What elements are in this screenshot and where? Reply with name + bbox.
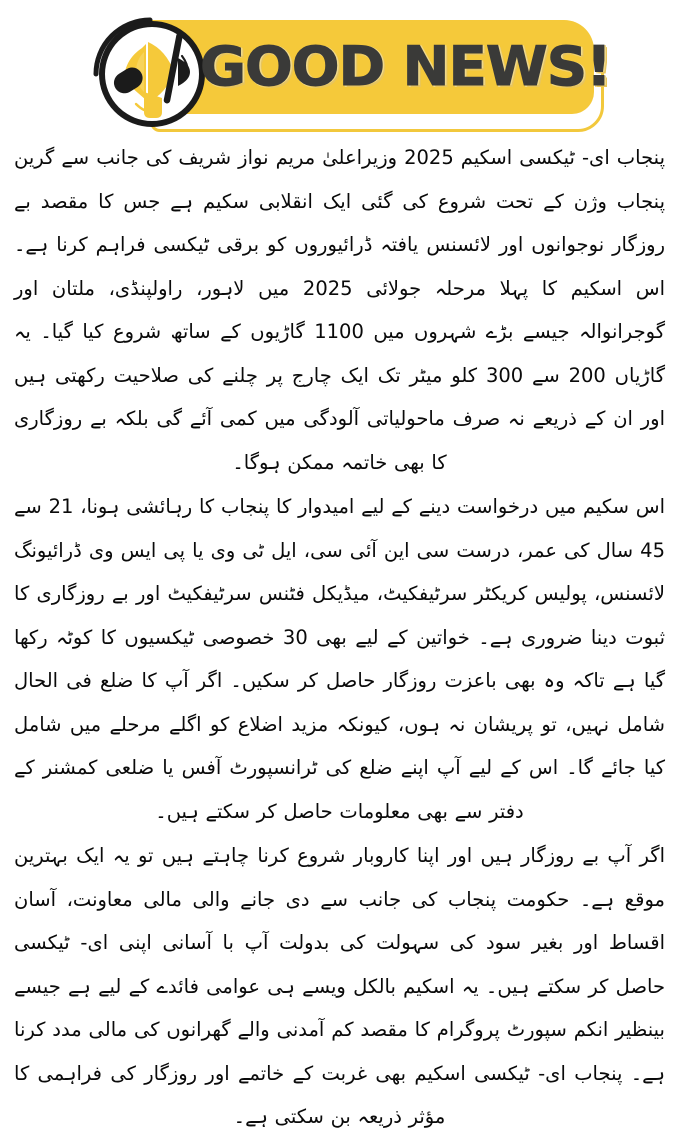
paragraph: اگر آپ بے روزگار ہیں اور اپنا کاروبار شروع کرنا چاہتے ہیں تو یہ ایک بہترین موقع ہے۔ حکومت پنجاب کی جانب سے دی جانے والی مالی معاونت، آسان اقساط اور بغیر سود کی سہولت کی بدولت آپ با آسانی اپنی ای- ٹیکسی حاصل کر سکتے ہیں۔ یہ اسکیم بالکل ویسے ہی عوامی فائدے کے لیے ہے جیسے بینظیر انکم سپورٹ پروگرام کا مقصد کم آمدنی والے گھرانوں کی مالی مدد کرنا ہے۔ پنجاب ای- ٹیکسی اسکیم بھی غربت کے خاتمے اور روزگار کی فراہمی کا مؤثر ذریعہ بن سکتی ہے۔ [14,844,665,1128]
paragraph: پنجاب ای- ٹیکسی اسکیم 2025 وزیراعلیٰ مریم نواز شریف کی جانب سے گرین پنجاب وژن کے تحت شروع کی گئی ایک انقلابی سکیم ہے جس کا مقصد بے روزگار نوجوانوں اور لائسنس یافتہ ڈرائیوروں کو برقی ٹیکسی فراہم کرنا ہے۔ اس اسکیم کا پہلا مرحلہ جولائی 2025 میں لاہور، راولپنڈی، ملتان اور گوجرانوالہ جیسے بڑے شہروں میں 1100 گاڑیوں کے ساتھ شروع کیا گیا۔ یہ گاڑیاں 200 سے 300 کلو میٹر تک ایک چارج پر چلنے کی صلاحیت رکھتی ہیں اور ان کے ذریعے نہ صرف ماحولیاتی آلودگی میں کمی آئے گی بلکہ بے روزگاری کا بھی خاتمہ ممکن ہوگا۔ [14,146,666,474]
megaphone-icon [86,8,210,132]
paragraph: اس سکیم میں درخواست دینے کے لیے امیدوار کا پنجاب کا رہائشی ہونا، 21 سے 45 سال کی عمر، درست سی این آئی سی، ایل ٹی وی یا پی ایس وی ڈرائیونگ لائسنس، پولیس کریکٹر سرٹیفکیٹ، میڈیکل فٹنس سرٹیفکیٹ اور بے روزگاری کا ثبوت دینا ضروری ہے۔ خواتین کے لیے بھی 30 خصوصی ٹیکسیوں کا کوٹہ رکھا گیا ہے تاکہ وہ بھی باعزت روزگار حاصل کر سکیں۔ اگر آپ کا ضلع فی الحال شامل نہیں، تو پریشان نہ ہوں، کیونکہ مزید اضلاع کو اگلے مرحلے میں شامل کیا جائے گا۔ اس کے لیے آپ اپنے ضلع کی ٹرانسپورٹ آفس یا ضلعی کمشنر کے دفتر سے بھی معلومات حاصل کر سکتے ہیں۔ [14,495,665,823]
banner-title: GOOD NEWS! [200,35,611,98]
header-banner [0,0,683,136]
article-body [0,136,683,1139]
